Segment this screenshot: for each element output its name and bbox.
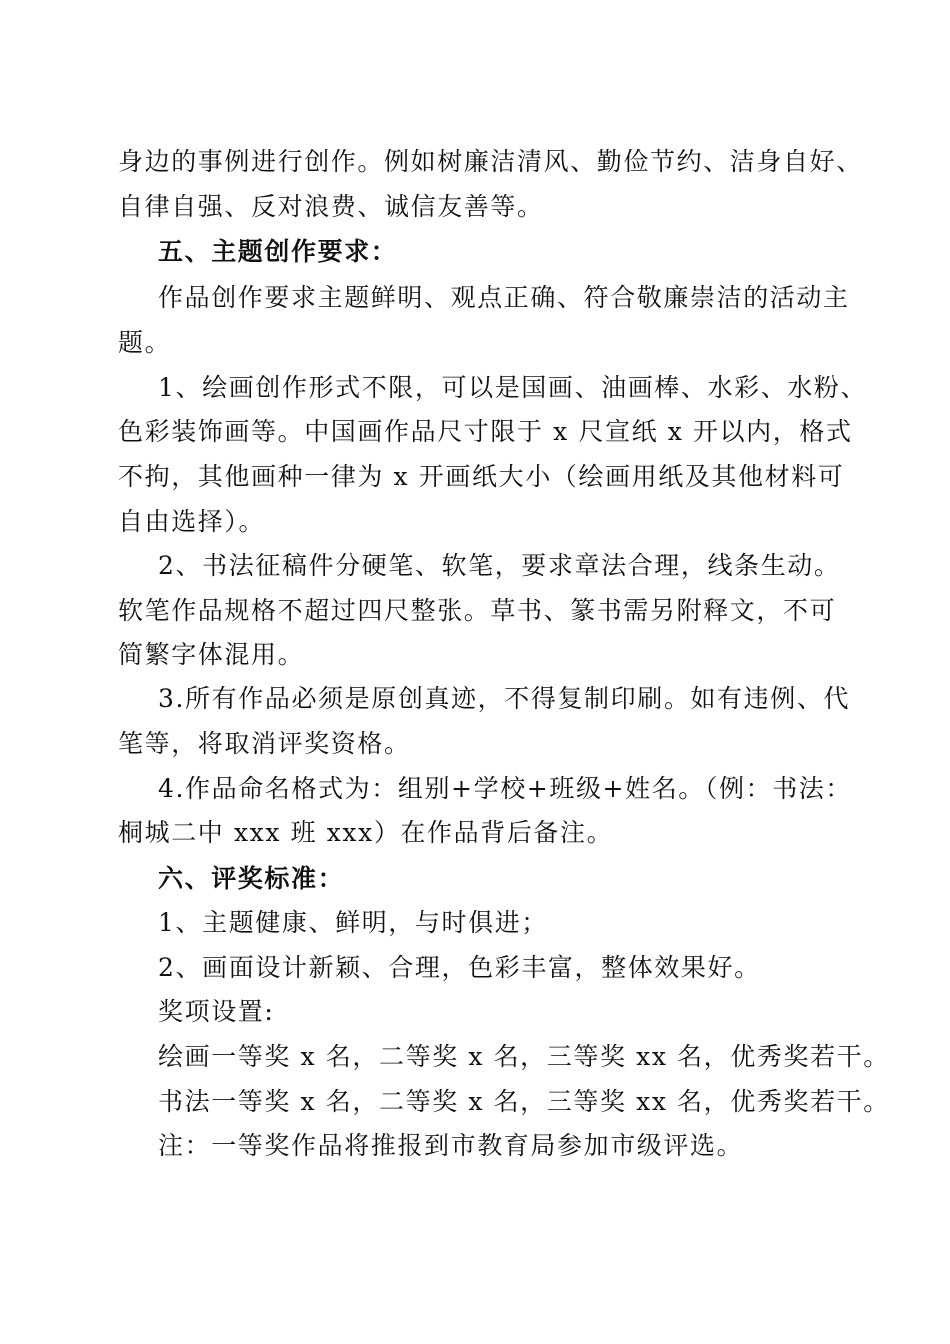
paragraph-line: 自律自强、反对浪费、诚信友善等。 (118, 192, 544, 221)
paragraph-line: 软笔作品规格不超过四尺整张。草书、篆书需另附释文，不可 (118, 596, 837, 625)
paragraph-line: 2、书法征稿件分硬笔、软笔，要求章法合理，线条生动。 (158, 551, 841, 580)
paragraph-line: 简繁字体混用。 (118, 640, 305, 669)
paragraph-line: 自由选择）。 (118, 507, 266, 536)
paragraph-line: 1、主题健康、鲜明，与时俱进； (158, 908, 548, 937)
paragraph-line: 身边的事例进行创作。例如树廉洁清风、勤俭节约、洁身自好、 (118, 147, 863, 176)
paragraph-line: 桐城二中 xxx 班 xxx）在作品背后备注。 (118, 818, 614, 847)
paragraph-line: 奖项设置: (158, 997, 275, 1026)
section-heading-6: 六、评奖标准： (158, 864, 345, 893)
paragraph-line: 4.作品命名格式为：组别+学校+班级+姓名。（例：书法： (158, 774, 852, 803)
paragraph-line: 题。 (118, 328, 172, 357)
paragraph-line: 1、绘画创作形式不限，可以是国画、油画棒、水彩、水粉、 (158, 373, 868, 402)
paragraph-line: 绘画一等奖 x 名，二等奖 x 名，三等奖 xx 名，优秀奖若干。 (158, 1042, 890, 1071)
paragraph-line: 不拘，其他画种一律为 x 开画纸大小（绘画用纸及其他材料可 (118, 462, 845, 491)
paragraph-line: 作品创作要求主题鲜明、观点正确、符合敬廉崇洁的活动主 (158, 283, 850, 312)
paragraph-line: 书法一等奖 x 名，二等奖 x 名，三等奖 xx 名，优秀奖若干。 (158, 1087, 890, 1116)
paragraph-line: 注：一等奖作品将推报到市教育局参加市级评选。 (158, 1131, 744, 1160)
paragraph-line: 3.所有作品必须是原创真迹，不得复制印刷。如有违例、代 (158, 684, 851, 713)
section-heading-5: 五、主题创作要求： (158, 237, 398, 266)
paragraph-line: 2、画面设计新颖、合理，色彩丰富，整体效果好。 (158, 953, 761, 982)
paragraph-line: 色彩装饰画等。中国画作品尺寸限于 x 尺宣纸 x 开以内，格式 (118, 417, 853, 446)
paragraph-line: 笔等，将取消评奖资格。 (118, 729, 411, 758)
